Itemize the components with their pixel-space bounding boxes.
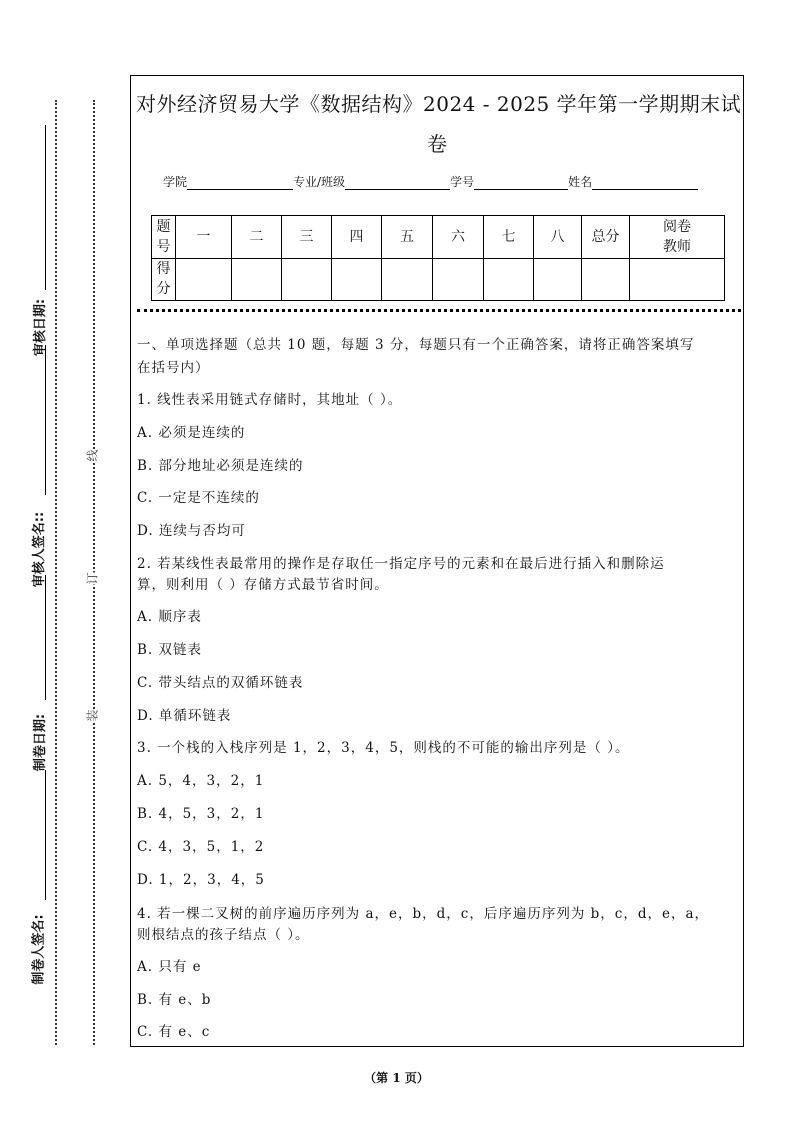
score-cell[interactable] [176, 258, 232, 301]
question-3-option: D. 1，2，3，4，5 [137, 872, 265, 888]
question-1-option: C. 一定是不连续的 [137, 490, 260, 506]
score-table [151, 215, 725, 301]
binding-char-zhuang: 装 [85, 709, 100, 722]
maker-sign-line [45, 770, 46, 900]
column-header: 五 [382, 216, 433, 259]
section-heading: 一、单项选择题（总共 10 题，每题 3 分，每题只有一个正确答案，请将正确答案填写 [137, 337, 695, 353]
reviewer-sign-label: 审核人签名:: [32, 511, 48, 588]
question-1-stem: 1. 线性表采用链式存储时，其地址（ ）。 [137, 392, 403, 408]
column-header: 三 [282, 216, 332, 259]
question-3-option: C. 4，3，5，1，2 [137, 839, 265, 855]
exam-title-cont: 卷 [427, 132, 447, 156]
question-2-option: B. 双链表 [137, 642, 203, 658]
score-cell[interactable] [282, 258, 332, 301]
binding-char-xian: 线 [85, 449, 100, 462]
column-header: 四 [332, 216, 382, 259]
review-date-line [45, 125, 46, 290]
student-id-field[interactable] [474, 175, 568, 190]
question-3-option: A. 5，4，3，2，1 [137, 773, 265, 789]
page-number: （第 1 页） [364, 1071, 429, 1085]
score-cell[interactable] [232, 258, 282, 301]
question-1-option: A. 必须是连续的 [137, 425, 246, 441]
question-2-stem: 2. 若某线性表最常用的操作是存取任一指定序号的元素和在最后进行插入和删除运 [137, 556, 665, 572]
score-cell[interactable] [582, 258, 630, 301]
score-cell[interactable] [484, 258, 534, 301]
review-date-label: 审核日期: [33, 298, 49, 357]
make-date-line [45, 575, 46, 700]
binding-dotted-line-outer [55, 100, 57, 1045]
question-4-stem-cont: 则根结点的孩子结点（ ）。 [137, 927, 310, 943]
major-field[interactable] [345, 175, 450, 190]
name-field[interactable] [592, 175, 698, 190]
header-label: 题号 [152, 216, 176, 259]
question-2-option: A. 顺序表 [137, 609, 202, 625]
table-row [152, 258, 725, 301]
column-header: 一 [176, 216, 232, 259]
question-2-stem-cont: 算，则利用（ ）存储方式最节省时间。 [137, 577, 389, 593]
reviewer-sign-line [45, 345, 46, 495]
question-2-option: D. 单循环链表 [137, 708, 232, 724]
score-cell[interactable] [332, 258, 382, 301]
question-1-option: B. 部分地址必须是连续的 [137, 458, 304, 474]
column-header: 总分 [582, 216, 630, 259]
column-header: 二 [232, 216, 282, 259]
college-field[interactable] [187, 175, 293, 190]
score-label: 得分 [152, 258, 176, 301]
name-label: 姓名 [568, 175, 593, 189]
column-header: 七 [484, 216, 534, 259]
question-2-option: C. 带头结点的双循环链表 [137, 675, 304, 691]
student-info [163, 173, 698, 190]
maker-sign-label: 制卷人签名: [31, 914, 47, 985]
major-label: 专业/班级 [293, 175, 346, 189]
question-3-stem: 3. 一个栈的入栈序列是 1，2，3，4，5，则栈的不可能的输出序列是（ ）。 [137, 740, 630, 756]
score-cell[interactable] [382, 258, 433, 301]
separator-dots [137, 309, 741, 312]
column-header: 阅卷教师 [630, 216, 725, 259]
question-3-option: B. 4，5，3，2，1 [137, 806, 265, 822]
score-cell[interactable] [433, 258, 484, 301]
section-heading-cont: 在括号内） [137, 360, 210, 376]
column-header: 六 [433, 216, 484, 259]
question-4-option: A. 只有 e [137, 959, 202, 975]
college-label: 学院 [163, 175, 188, 189]
student-id-label: 学号 [450, 175, 475, 189]
table-row [152, 216, 725, 259]
exam-title: 对外经济贸易大学《数据结构》2024 - 2025 学年第一学期期末试 [136, 92, 742, 116]
binding-char-ding: 订 [85, 572, 100, 585]
question-1-option: D. 连续与否均可 [137, 523, 246, 539]
question-4-stem: 4. 若一棵二叉树的前序遍历序列为 a，e，b，d，c，后序遍历序列为 b，c，d，e，a， [137, 906, 710, 922]
score-cell[interactable] [534, 258, 582, 301]
make-date-label: 制卷日期: [33, 713, 49, 772]
question-4-option: C. 有 e、c [137, 1024, 211, 1040]
score-cell[interactable] [630, 258, 725, 301]
question-4-option: B. 有 e、b [137, 992, 212, 1008]
column-header: 八 [534, 216, 582, 259]
